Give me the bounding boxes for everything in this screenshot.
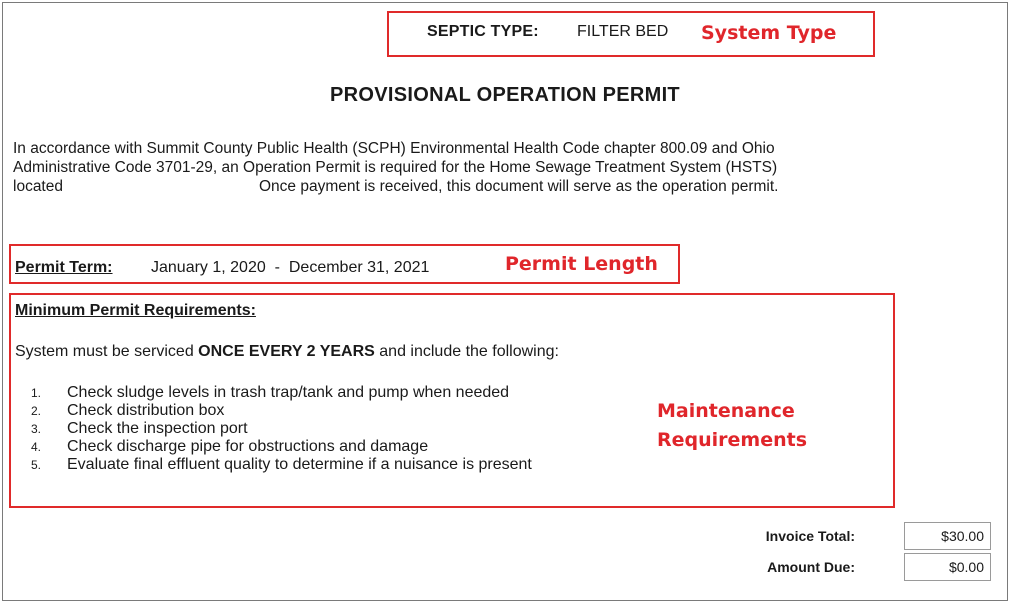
intro-paragraph bbox=[13, 139, 993, 196]
amount-due-label: Amount Due: bbox=[767, 559, 855, 575]
list-item-number: 4. bbox=[31, 440, 42, 454]
intro-line-3 bbox=[13, 177, 993, 196]
invoice-total-label: Invoice Total: bbox=[765, 528, 855, 544]
list-item-text: Evaluate final effluent quality to determine if a nuisance is present bbox=[67, 456, 532, 473]
list-item-number: 5. bbox=[31, 458, 42, 472]
page-title: PROVISIONAL OPERATION PERMIT bbox=[330, 84, 680, 106]
list-item bbox=[31, 456, 532, 474]
intro-line-3-start: located bbox=[13, 178, 63, 195]
list-item bbox=[31, 384, 532, 402]
maintenance-requirements-annotation bbox=[657, 397, 807, 455]
requirements-title: Minimum Permit Requirements: bbox=[15, 302, 256, 319]
septic-type-label: SEPTIC TYPE: bbox=[427, 23, 539, 40]
permit-term-label: Permit Term: bbox=[15, 259, 113, 276]
list-item-text: Check discharge pipe for obstructions and damage bbox=[67, 438, 429, 455]
list-item bbox=[31, 420, 532, 438]
requirements-frequency: ONCE EVERY 2 YEARS bbox=[198, 343, 375, 360]
intro-line-2: Administrative Code 3701-29, an Operation Permit is required for the Home Sewage Treatment System (HSTS) bbox=[13, 159, 778, 176]
permit-term-value: January 1, 2020 - December 31, 2021 bbox=[151, 259, 430, 276]
requirements-list bbox=[31, 384, 532, 474]
amount-due-value: $0.00 bbox=[904, 553, 991, 581]
requirements-text-after: and include the following: bbox=[374, 343, 559, 360]
list-item-text: Check the inspection port bbox=[67, 420, 248, 437]
invoice-total-value: $30.00 bbox=[904, 522, 991, 550]
maintenance-annotation-line-1: Maintenance bbox=[657, 400, 795, 422]
list-item-text: Check sludge levels in trash trap/tank and pump when needed bbox=[67, 384, 510, 401]
list-item-text: Check distribution box bbox=[67, 402, 225, 419]
list-item-number: 2. bbox=[31, 404, 42, 418]
intro-line-3-end: Once payment is received, this document will serve as the operation permit. bbox=[258, 178, 779, 195]
requirements-text bbox=[15, 343, 559, 361]
requirements-text-before: System must be serviced bbox=[15, 343, 199, 360]
permit-length-annotation: Permit Length bbox=[505, 253, 658, 275]
list-item bbox=[31, 402, 532, 420]
list-item-number: 3. bbox=[31, 422, 42, 436]
septic-type-value: FILTER BED bbox=[577, 23, 669, 40]
intro-line-1: In accordance with Summit County Public Health (SCPH) Environmental Health Code chapter 800.09 and Ohio bbox=[13, 140, 775, 157]
maintenance-annotation-line-2: Requirements bbox=[657, 429, 808, 451]
system-type-annotation: System Type bbox=[701, 22, 837, 44]
list-item bbox=[31, 438, 532, 456]
permit-document bbox=[2, 2, 1008, 601]
list-item-number: 1. bbox=[31, 386, 42, 400]
